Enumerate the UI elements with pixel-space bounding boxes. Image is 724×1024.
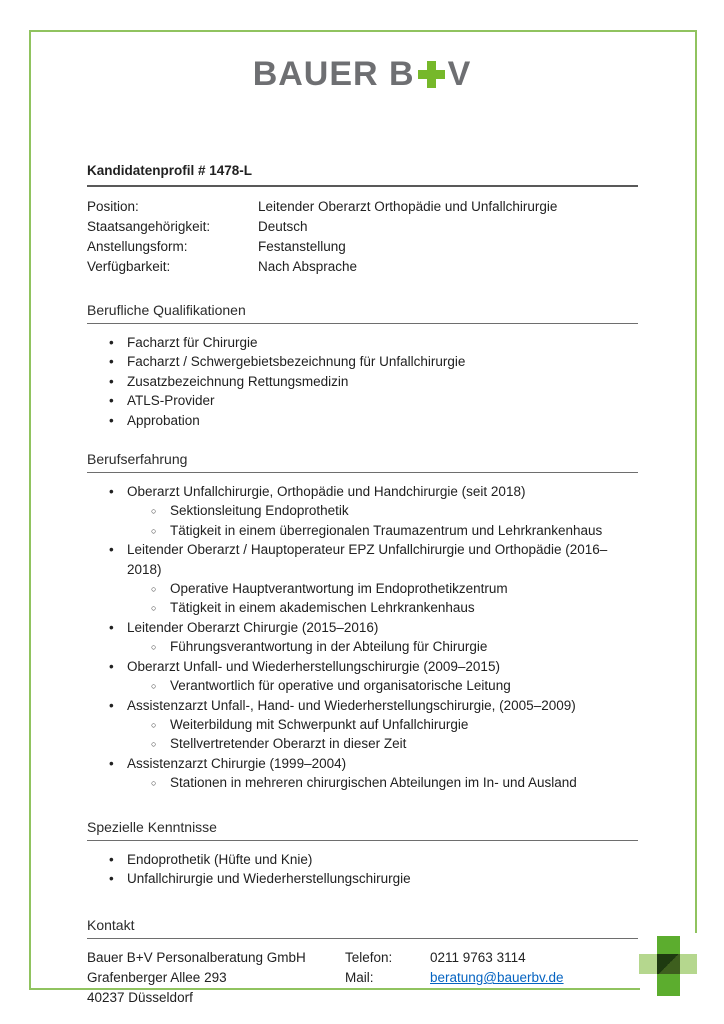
page-frame-left (29, 30, 31, 990)
sub-list-item (87, 715, 638, 734)
experience-entry (87, 696, 638, 754)
list-item (87, 618, 638, 637)
list-item (87, 657, 638, 676)
list-item (87, 372, 638, 391)
phone-row (345, 948, 638, 968)
mail-label: Mail: (345, 970, 374, 986)
list-item-text: Leitender Oberarzt / Hauptoperateur EPZ Unfallchirurgie und Orthopädie (2016–2018) (127, 542, 608, 577)
field-value: Deutsch (258, 219, 308, 234)
document-body (87, 163, 638, 1008)
sub-list-item-text: Weiterbildung mit Schwerpunkt auf Unfallchirurgie (170, 716, 469, 732)
field-value: Festanstellung (258, 239, 346, 254)
page-frame-right (695, 30, 697, 933)
list-item-text: Oberarzt Unfall- und Wiederherstellungschirurgie (2009–2015) (127, 658, 500, 674)
list-item-text: Facharzt für Chirurgie (127, 335, 258, 350)
contact-details (345, 948, 638, 1007)
list-item-text: ATLS-Provider (127, 393, 215, 409)
list-item-text: Assistenzarzt Unfall-, Hand- und Wiederherstellungschirurgie, (2005–2009) (127, 697, 576, 713)
field-label: Verfügbarkeit: (87, 259, 171, 274)
logo-text-left: BAUER B (252, 55, 415, 93)
section-skills (87, 819, 638, 889)
sub-list-item (87, 773, 638, 792)
experience-sublist (87, 773, 638, 792)
sub-list-item-text: Tätigkeit in einem akademischen Lehrkrankenhaus (170, 600, 475, 616)
experience-sublist (87, 501, 638, 540)
sub-list-item-text: Operative Hauptverantwortung im Endoprothetikzentrum (170, 581, 508, 597)
sub-list-item (87, 734, 638, 753)
experience-heading: Berufserfahrung (87, 451, 638, 473)
contact-block (87, 948, 638, 1007)
logo-text-right: V (447, 55, 472, 93)
list-item-text: Assistenzarzt Chirurgie (1999–2004) (127, 755, 347, 771)
phone-label: Telefon: (345, 950, 393, 966)
profile-field-row (87, 197, 638, 217)
experience-entry (87, 657, 638, 696)
list-item-text: Leitender Oberarzt Chirurgie (2015–2016) (127, 619, 379, 635)
list-item-text: Zusatzbezeichnung Rettungsmedizin (127, 373, 349, 389)
experience-entry (87, 754, 638, 793)
qualifications-heading: Berufliche Qualifikationen (87, 302, 638, 324)
experience-sublist (87, 637, 638, 656)
profile-field-row (87, 217, 638, 237)
profile-field-row (87, 237, 638, 257)
experience-sublist (87, 715, 638, 754)
list-item-text: Unfallchirurgie und Wiederherstellungschirurgie (127, 870, 411, 886)
list-item-text: Approbation (127, 412, 200, 428)
page-frame-top (29, 30, 697, 32)
skills-heading: Spezielle Kenntnisse (87, 819, 638, 841)
experience-entry (87, 540, 638, 618)
email-link[interactable]: beratung@bauerbv.de (430, 970, 564, 986)
list-item-text: Facharzt / Schwergebietsbezeichnung für Unfallchirurgie (127, 354, 466, 370)
experience-sublist (87, 579, 638, 618)
list-item (87, 869, 638, 888)
sub-list-item (87, 598, 638, 617)
qualifications-list (87, 333, 638, 430)
company-address-line: Bauer B+V Personalberatung GmbH (87, 950, 306, 966)
phone-number: 0211 9763 3114 (430, 950, 526, 966)
company-address-line: Grafenberger Allee 293 (87, 970, 227, 986)
company-address (87, 948, 345, 1007)
list-item (87, 482, 638, 501)
mail-row (345, 968, 638, 988)
sub-list-item (87, 676, 638, 695)
list-item-text: Endoprothetik (Hüfte und Knie) (127, 851, 313, 867)
field-label: Staatsangehörigkeit: (87, 219, 211, 234)
field-value: Leitender Oberarzt Orthopädie und Unfallchirurgie (258, 199, 558, 214)
sub-list-item (87, 521, 638, 540)
brand-cross-overlap (657, 954, 680, 974)
sub-list-item-text: Führungsverantwortung in der Abteilung für Chirurgie (170, 639, 488, 655)
list-item (87, 850, 638, 869)
plus-cross-icon (418, 61, 445, 88)
section-contact (87, 917, 638, 1007)
list-item (87, 333, 638, 352)
list-item (87, 540, 638, 579)
experience-entry (87, 482, 638, 540)
experience-sublist (87, 676, 638, 695)
list-item-text: Oberarzt Unfallchirurgie, Orthopädie und Handchirurgie (seit 2018) (127, 484, 526, 500)
section-qualifications (87, 302, 638, 430)
section-experience (87, 451, 638, 793)
list-item (87, 352, 638, 371)
sub-list-item (87, 637, 638, 656)
sub-list-item-text: Verantwortlich für operative und organisatorische Leitung (170, 678, 511, 694)
field-label: Position: (87, 199, 139, 214)
list-item (87, 754, 638, 773)
sub-list-item-text: Sektionsleitung Endoprothetik (170, 503, 349, 519)
sub-list-item (87, 579, 638, 598)
document-title: Kandidatenprofil # 1478-L (87, 163, 638, 187)
list-item (87, 696, 638, 715)
company-logo (0, 55, 724, 94)
profile-field-row (87, 257, 638, 277)
experience-list (87, 482, 638, 793)
sub-list-item-text: Stellvertretender Oberarzt in dieser Zeit (170, 736, 407, 752)
field-value: Nach Absprache (258, 259, 358, 274)
sub-list-item (87, 501, 638, 520)
sub-list-item-text: Stationen in mehreren chirurgischen Abteilungen im In- und Ausland (170, 775, 577, 791)
company-address-line: 40237 Düsseldorf (87, 989, 193, 1005)
contact-heading: Kontakt (87, 917, 638, 939)
list-item (87, 411, 638, 430)
skills-list (87, 850, 638, 889)
profile-fields (87, 197, 638, 277)
sub-list-item-text: Tätigkeit in einem überregionalen Traumazentrum und Lehrkrankenhaus (170, 522, 603, 538)
field-label: Anstellungsform: (87, 239, 188, 254)
list-item (87, 391, 638, 410)
experience-entry (87, 618, 638, 657)
